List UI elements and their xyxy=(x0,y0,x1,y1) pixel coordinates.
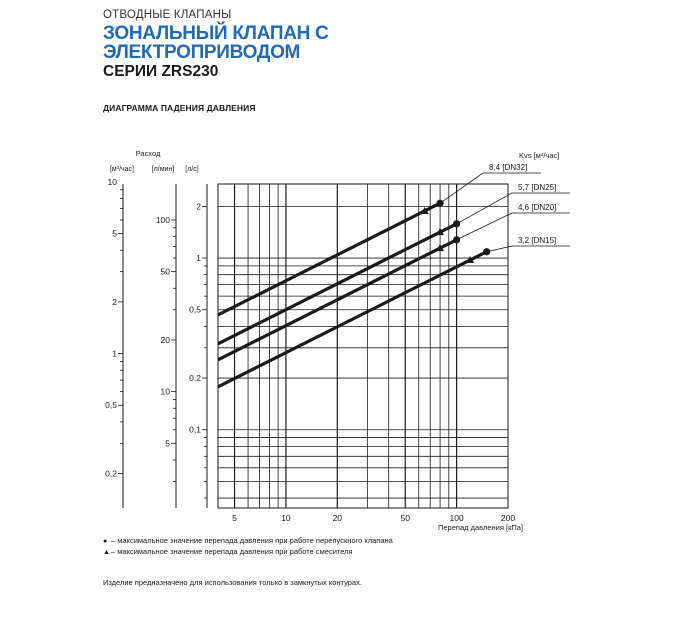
page-title: ЗОНАЛЬНЫЙ КЛАПАН С ЭЛЕКТРОПРИВОДОМ xyxy=(103,23,329,63)
legend-circle-text: – максимальное значение перепада давления при работе перепускного клапана xyxy=(111,536,393,545)
category-label: ОТВОДНЫЕ КЛАПАНЫ xyxy=(103,9,232,21)
y-tick-label: 20 xyxy=(160,334,170,345)
x-tick-label: 10 xyxy=(281,513,291,523)
series-title: СЕРИИ ZRS230 xyxy=(103,63,219,80)
y-axis-label: Расход xyxy=(135,149,161,158)
y-axis-unit: [л/мин] xyxy=(151,166,175,173)
y-tick-label: 1 xyxy=(112,348,117,359)
plot-frame xyxy=(218,184,508,508)
x-tick-label: 20 xyxy=(332,513,343,523)
y-tick-label: 0,5 xyxy=(189,304,201,315)
y-tick-label: 0,2 xyxy=(105,468,117,479)
y-tick-label: 100 xyxy=(155,214,170,225)
series-line xyxy=(218,203,440,315)
y-tick-label: 5 xyxy=(165,438,170,449)
legend-circle xyxy=(103,536,393,545)
x-tick-label: 100 xyxy=(449,513,464,523)
y-tick-label: 10 xyxy=(107,176,117,187)
x-tick-label: 50 xyxy=(400,513,410,523)
y-axis-unit: [л/с] xyxy=(185,166,199,173)
footer-note: Изделие предназначено для использования только в замкнутых контурах. xyxy=(103,578,362,587)
y-tick-label: 2 xyxy=(196,201,201,212)
x-tick-label: 5 xyxy=(232,513,237,523)
x-axis-label: Перепад давления [кПа] xyxy=(438,523,523,532)
legend-triangle xyxy=(103,547,353,556)
y-tick-label: 1 xyxy=(196,253,201,264)
series-line xyxy=(218,252,487,387)
y-tick-label: 10 xyxy=(160,386,170,397)
y-tick-label: 0,1 xyxy=(189,424,201,435)
series-label: 4,6 [DN20] xyxy=(518,203,557,212)
y-axis-unit: [м³/час] xyxy=(109,166,135,173)
y-tick-label: 0,5 xyxy=(105,400,117,411)
y-tick-label: 0,2 xyxy=(189,373,201,384)
series-label: 5,7 [DN25] xyxy=(518,183,557,192)
x-tick-label: 200 xyxy=(500,513,516,523)
series-label: 8,4 [DN32] xyxy=(489,163,528,172)
y-tick-label: 5 xyxy=(112,228,117,239)
triangle-symbol: ▲ xyxy=(103,549,110,556)
legend-triangle-text: – максимальное значение перепада давления при работе смесителя xyxy=(111,547,353,556)
kvs-header: Kvs [м³/час] xyxy=(519,151,560,160)
diagram-title: ДИАГРАММА ПАДЕНИЯ ДАВЛЕНИЯ xyxy=(103,103,256,113)
y-tick-label: 2 xyxy=(112,296,117,307)
y-tick-label: 50 xyxy=(160,266,170,277)
series-label: 3,2 [DN15] xyxy=(518,236,557,245)
series-leader-line xyxy=(487,246,570,252)
circle-symbol: ● xyxy=(103,538,108,545)
